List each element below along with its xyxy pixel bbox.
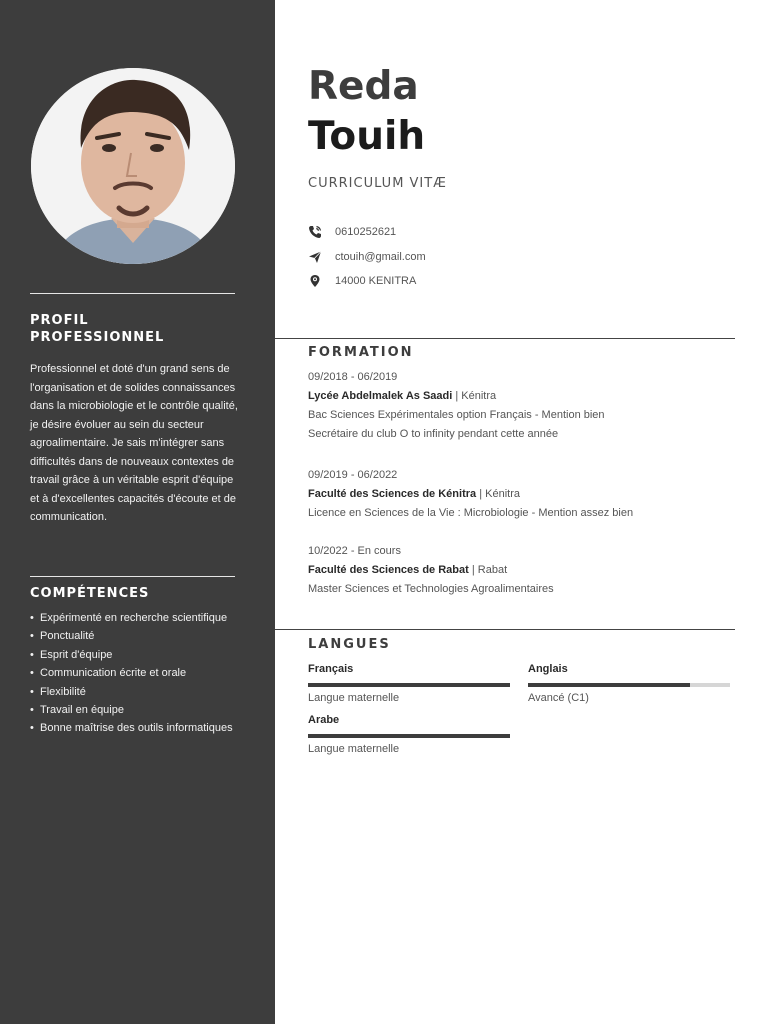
location-icon	[308, 274, 322, 288]
profile-photo	[31, 68, 235, 264]
section-divider	[275, 629, 735, 630]
formation-detail: Master Sciences et Technologies Agroalimentaires	[308, 583, 554, 595]
language-level-fill	[308, 683, 510, 687]
skill-item: • Ponctualité	[30, 627, 240, 645]
school-name: Faculté des Sciences de Kénitra	[308, 488, 477, 500]
contact-phone	[308, 224, 396, 240]
portrait-image	[31, 68, 235, 264]
school-city: Rabat	[477, 564, 508, 576]
language-item	[308, 714, 510, 755]
person-name	[308, 62, 425, 162]
skill-item: • Communication écrite et orale	[30, 664, 240, 682]
school-name: Faculté des Sciences de Rabat	[308, 564, 469, 576]
skill-item: • Expérimenté en recherche scientifique	[30, 609, 240, 627]
skill-item: • Esprit d'équipe	[30, 646, 240, 664]
contact-email	[308, 249, 426, 265]
language-level: Avancé (C1)	[528, 692, 589, 704]
formation-institution	[308, 485, 728, 504]
formation-item	[308, 466, 728, 523]
email-text: ctouih@gmail.com	[335, 251, 426, 263]
profile-text: Professionnel et doté d'un grand sens de l'organisation et de solides connaissances dans la microbiologie et le contrôle qualité, je désire évoluer au sein du secteur agroalimentaire. Je sais m'intégrer sans difficultés dans de nouveaux contextes de travail grâce à un véritable esprit d'équipe et à d'excellentes capacités d'écoute et de communication.	[30, 363, 238, 523]
language-level-fill	[308, 734, 510, 738]
language-level: Langue maternelle	[308, 743, 400, 755]
formation-heading: FORMATION	[308, 345, 414, 360]
language-name: Anglais	[528, 663, 568, 675]
first-name: Reda	[308, 64, 419, 109]
cv-label: CURRICULUM VITÆ	[308, 176, 447, 191]
formation-detail: Licence en Sciences de la Vie : Microbiologie - Mention assez bien	[308, 507, 634, 519]
skills-heading: COMPÉTENCES	[30, 586, 150, 601]
formation-detail: Secrétaire du club O to infinity pendant cette année	[308, 428, 559, 440]
language-level: Langue maternelle	[308, 692, 400, 704]
languages-heading: LANGUES	[308, 637, 391, 652]
last-name: Touih	[308, 114, 426, 159]
language-level-bar	[308, 683, 510, 687]
language-level-bar	[528, 683, 730, 687]
address-text: 14000 KENITRA	[335, 275, 417, 287]
separator: |	[476, 488, 486, 500]
formation-institution	[308, 561, 728, 580]
skill-item: • Flexibilité	[30, 683, 240, 701]
separator: |	[452, 390, 462, 402]
skill-item: • Travail en équipe	[30, 701, 240, 719]
language-item	[308, 663, 510, 704]
skills-list	[30, 609, 240, 738]
profile-heading-line2: PROFESSIONNEL	[30, 330, 165, 345]
language-name: Arabe	[308, 714, 340, 726]
formation-dates: 10/2022 - En cours	[308, 545, 401, 557]
formation-dates: 09/2019 - 06/2022	[308, 469, 398, 481]
language-level-bar	[308, 734, 510, 738]
profile-heading-line1: PROFIL	[30, 313, 89, 328]
profile-heading	[30, 312, 245, 346]
formation-dates: 09/2018 - 06/2019	[308, 371, 398, 383]
school-city: Kénitra	[485, 488, 520, 500]
contact-address	[308, 273, 416, 289]
school-name: Lycée Abdelmalek As Saadi	[308, 390, 453, 402]
sidebar	[0, 0, 275, 1024]
sidebar-divider	[30, 576, 235, 577]
phone-text: 0610252621	[335, 226, 397, 238]
school-city: Kénitra	[461, 390, 497, 402]
sidebar-divider	[30, 293, 235, 294]
formation-detail: Bac Sciences Expérimentales option Français - Mention bien	[308, 409, 605, 421]
section-divider	[275, 338, 735, 339]
separator: |	[468, 564, 478, 576]
formation-institution	[308, 387, 728, 406]
language-name: Français	[308, 663, 354, 675]
language-item	[528, 663, 730, 704]
formation-item	[308, 542, 728, 599]
skill-item: • Bonne maîtrise des outils informatiques	[30, 719, 240, 737]
phone-icon	[308, 225, 322, 239]
language-level-fill	[528, 683, 690, 687]
formation-item	[308, 368, 728, 444]
send-icon	[308, 250, 322, 264]
